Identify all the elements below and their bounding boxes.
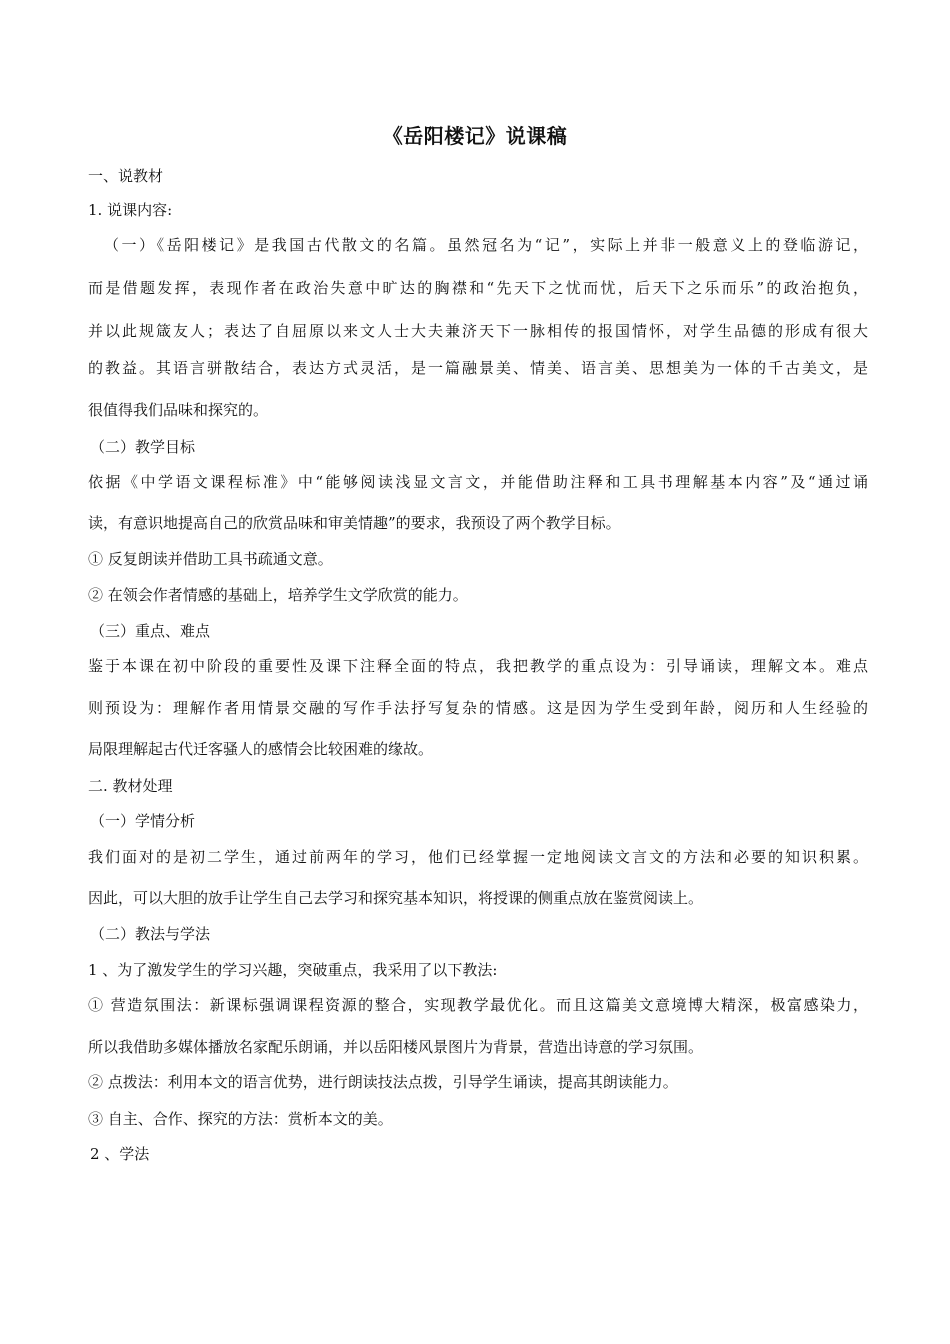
paragraph-line: 局限理解起古代迁客骚人的感情会比较困难的缘故。 (88, 740, 434, 758)
list-item: ② 点拨法：利用本文的语言优势，进行朗读技法点拨，引导学生诵读，提高其朗读能力。 (88, 1073, 678, 1091)
list-item: ③ 自主、合作、探究的方法：赏析本文的美。 (88, 1110, 393, 1128)
paragraph-line: （一）《岳阳楼记》是我国古代散文的名篇。虽然冠名为“记”，实际上并非一般意义上的登临游记， (104, 236, 868, 254)
subsection-heading-key-points: （三）重点、难点 (90, 622, 211, 640)
paragraph-line: 的教益。其语言骈散结合，表达方式灵活，是一篇融景美、情美、语言美、思想美为一体的千古美文，是 (88, 359, 868, 377)
subsection-heading-study-methods: 2 、学法 (90, 1145, 150, 1163)
page-title: 《岳阳楼记》说课稿 (382, 124, 568, 148)
paragraph-line: 我们面对的是初二学生，通过前两年的学习，他们已经掌握一定地阅读文言文的方法和必要的知识积累。 (88, 848, 868, 866)
paragraph-line: 而是借题发挥，表现作者在政治失意中旷达的胸襟和“先天下之忧而忧，后天下之乐而乐”的政治抱负， (88, 279, 868, 297)
list-item: ① 营造氛围法：新课标强调课程资源的整合，实现教学最优化。而且这篇美文意境博大精深，极富感染力， (88, 996, 868, 1014)
paragraph-line: 1 、为了激发学生的学习兴趣，突破重点，我采用了以下教法: (88, 961, 498, 979)
paragraph-line: 并以此规箴友人；表达了自屈原以来文人士大夫兼济天下一脉相传的报国情怀，对学生品德的形成有很大 (88, 322, 868, 340)
paragraph-line: 因此，可以大胆的放手让学生自己去学习和探究基本知识，将授课的侧重点放在鉴赏阅读上。 (88, 889, 704, 907)
paragraph-line: 很值得我们品味和探究的。 (88, 401, 269, 419)
paragraph-line: 依据《中学语文课程标准》中“能够阅读浅显文言文，并能借助注释和工具书理解基本内容”及“通过诵 (88, 473, 868, 491)
subsection-heading-learner-analysis: （一）学情分析 (90, 812, 196, 830)
subsection-heading-teaching-goals: （二）教学目标 (90, 438, 196, 456)
section-heading-teaching-material: 一、说教材 (88, 167, 164, 185)
paragraph-line: 则预设为：理解作者用情景交融的写作手法抒写复杂的情感。这是因为学生受到年龄，阅历和人生经验的 (88, 699, 868, 717)
paragraph-line: 读，有意识地提高自己的欣赏品味和审美情趣”的要求，我预设了两个教学目标。 (88, 514, 621, 532)
subsection-heading-methods: （二）教法与学法 (90, 925, 211, 943)
list-item: ② 在领会作者情感的基础上，培养学生文学欣赏的能力。 (88, 586, 468, 604)
list-item: ① 反复朗读并借助工具书疏通文意。 (88, 550, 333, 568)
paragraph-line: 所以我借助多媒体播放名家配乐朗诵，并以岳阳楼风景图片为背景，营造出诗意的学习氛围。 (88, 1038, 704, 1056)
subsection-heading-lesson-content: 1. 说课内容: (88, 201, 173, 219)
paragraph-line: 鉴于本课在初中阶段的重要性及课下注释全面的特点，我把教学的重点设为：引导诵读，理解文本。难点 (88, 657, 868, 675)
section-heading-material-processing: 二. 教材处理 (88, 777, 173, 795)
